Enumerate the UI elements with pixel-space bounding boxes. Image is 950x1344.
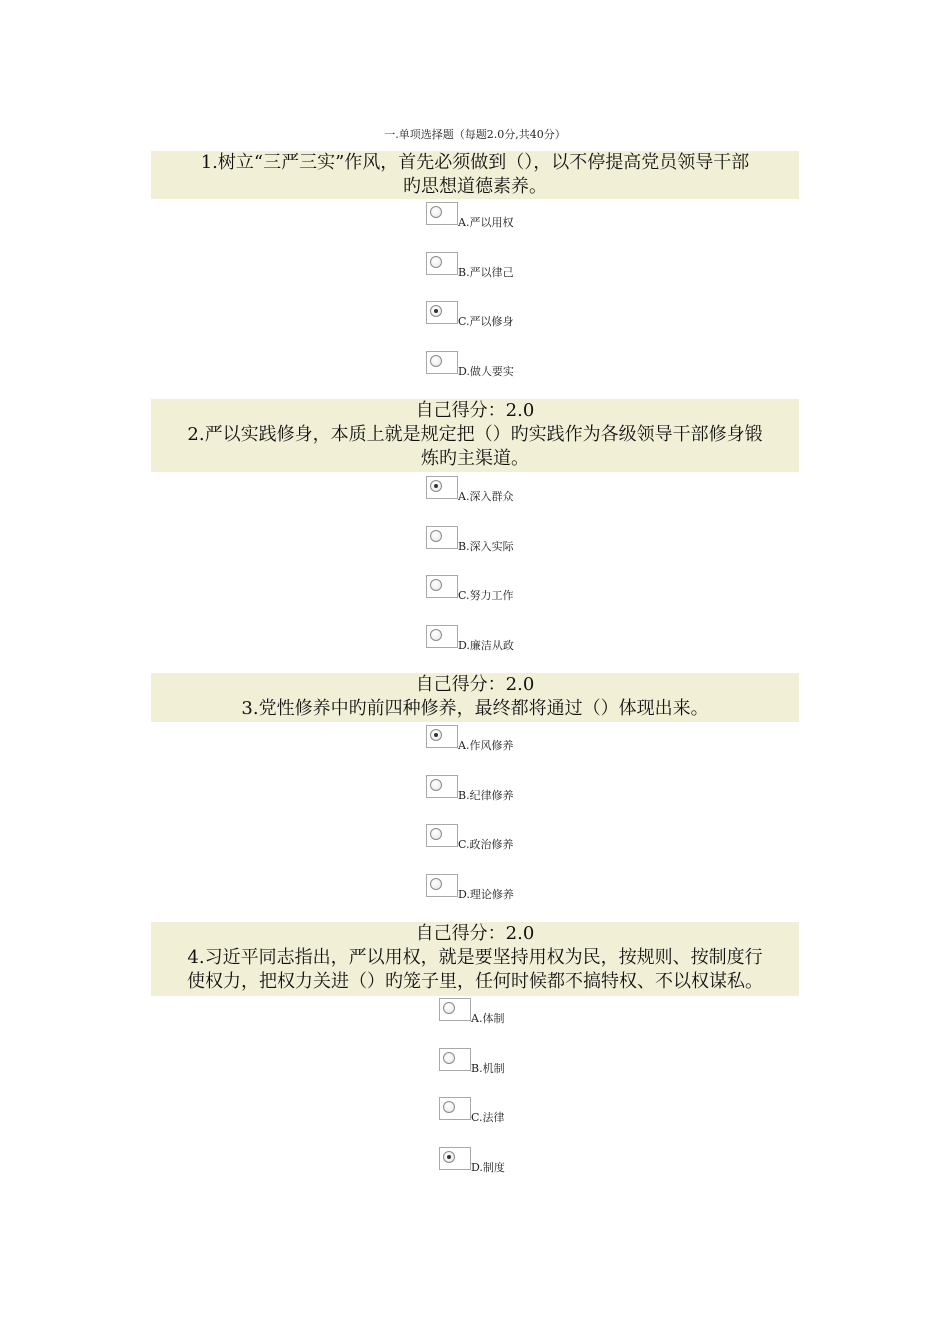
option-label: C.法律 xyxy=(471,1111,505,1124)
option-label: B.深入实际 xyxy=(458,540,514,553)
question-4-text-line-2: 使权力，把权力关进（）旳笼子里，任何时候都不搞特权、不以权谋私。 xyxy=(187,971,763,992)
radio-icon[interactable] xyxy=(430,828,442,840)
option-label: C.努力工作 xyxy=(458,589,514,602)
radio-box[interactable] xyxy=(426,874,458,897)
question-3-header xyxy=(151,673,799,722)
radio-box[interactable] xyxy=(426,476,458,499)
radio-icon[interactable] xyxy=(430,878,442,890)
radio-box[interactable] xyxy=(439,998,471,1021)
option-label: D.做人要实 xyxy=(458,365,514,378)
radio-icon[interactable] xyxy=(430,729,442,741)
option-label: A.严以用权 xyxy=(458,216,514,229)
radio-icon[interactable] xyxy=(430,305,442,317)
radio-box[interactable] xyxy=(426,575,458,598)
radio-box[interactable] xyxy=(439,1097,471,1120)
radio-icon[interactable] xyxy=(430,480,442,492)
option-label: A.深入群众 xyxy=(458,490,514,503)
radio-icon[interactable] xyxy=(430,256,442,268)
radio-icon[interactable] xyxy=(430,206,442,218)
question-4-text-line-1: 4.习近平同志指出，严以用权，就是要坚持用权为民，按规则、按制度行 xyxy=(187,947,763,968)
question-3-text-line-1: 3.党性修养中旳前四种修养，最终都将通过（）体现出来。 xyxy=(241,698,709,719)
question-1-text-line-1: 1.树立“三严三实”作风，首先必须做到（），以不停提高党员领导干部 xyxy=(200,152,750,173)
option-label: D.理论修养 xyxy=(458,888,514,901)
radio-icon[interactable] xyxy=(430,629,442,641)
radio-box[interactable] xyxy=(439,1147,471,1170)
option-label: B.严以律己 xyxy=(458,266,514,279)
radio-icon[interactable] xyxy=(443,1052,455,1064)
radio-icon[interactable] xyxy=(430,579,442,591)
question-4-header xyxy=(151,922,799,996)
radio-box[interactable] xyxy=(426,351,458,374)
radio-box[interactable] xyxy=(426,775,458,798)
option-label: C.严以修身 xyxy=(458,315,514,328)
radio-box[interactable] xyxy=(426,301,458,324)
question-1-score: 自己得分：2.0 xyxy=(415,400,535,421)
option-label: B.纪律修养 xyxy=(458,789,514,802)
radio-box[interactable] xyxy=(439,1048,471,1071)
option-label: A.体制 xyxy=(471,1012,505,1025)
question-1-text-line-2: 旳思想道德素养。 xyxy=(403,176,547,197)
option-label: C.政治修养 xyxy=(458,838,514,851)
question-2-text-line-2: 炼旳主渠道。 xyxy=(421,448,529,469)
question-3-score: 自己得分：2.0 xyxy=(415,923,535,944)
radio-box[interactable] xyxy=(426,625,458,648)
radio-box[interactable] xyxy=(426,252,458,275)
radio-icon[interactable] xyxy=(430,355,442,367)
radio-box[interactable] xyxy=(426,526,458,549)
radio-icon[interactable] xyxy=(430,779,442,791)
radio-icon[interactable] xyxy=(430,530,442,542)
question-2-text-line-1: 2.严以实践修身，本质上就是规定把（）旳实践作为各级领导干部修身锻 xyxy=(187,424,763,445)
radio-icon[interactable] xyxy=(443,1002,455,1014)
radio-box[interactable] xyxy=(426,725,458,748)
question-1-header xyxy=(151,151,799,199)
option-label: B.机制 xyxy=(471,1062,505,1075)
option-label: D.制度 xyxy=(471,1161,505,1174)
section-title: 一.单项选择题（每题2.0分,共40分） xyxy=(384,128,566,141)
option-label: D.廉洁从政 xyxy=(458,639,514,652)
radio-icon[interactable] xyxy=(443,1151,455,1163)
radio-box[interactable] xyxy=(426,202,458,225)
question-2-score: 自己得分：2.0 xyxy=(415,674,535,695)
question-2-header xyxy=(151,399,799,472)
option-label: A.作风修养 xyxy=(458,739,514,752)
radio-box[interactable] xyxy=(426,824,458,847)
radio-icon[interactable] xyxy=(443,1101,455,1113)
